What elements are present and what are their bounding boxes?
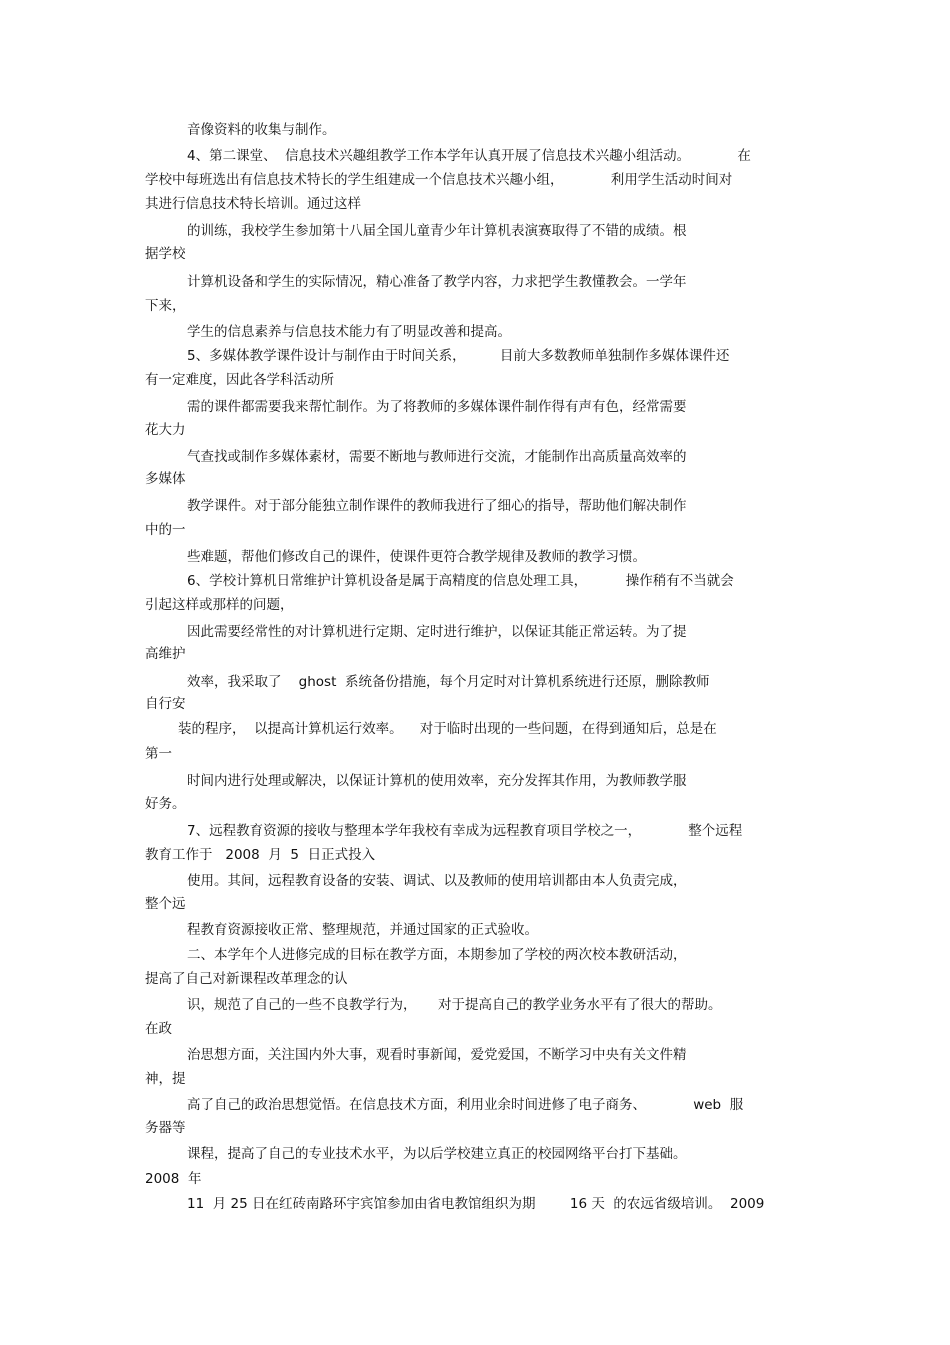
text-line: 的训练，我校学生参加第十八届全国儿童青少年计算机表演赛取得了不错的成绩。根 — [187, 223, 687, 239]
text-line: 4、第二课堂、 信息技术兴趣组教学工作本学年认真开展了信息技术兴趣小组活动。 在 — [187, 148, 751, 164]
text-line: 些难题，帮他们修改自己的课件，使课件更符合教学规律及教师的教学习惯。 — [187, 549, 646, 565]
text-line: 治思想方面，关注国内外大事，观看时事新闻，爱党爱国，不断学习中央有关文件精 — [187, 1047, 687, 1063]
text-line: 识，规范了自己的一些不良教学行为， 对于提高自己的教学业务水平有了很大的帮助。 — [187, 997, 722, 1013]
text-line: 好务。 — [145, 796, 186, 812]
text-line: 教育工作于 2008 月 5 日正式投入 — [145, 847, 376, 863]
text-line: 高了自己的政治思想觉悟。在信息技术方面，利用业余时间进修了电子商务、 web 服 — [187, 1097, 744, 1113]
text-line: 高维护 — [145, 646, 186, 662]
text-line: 中的一 — [145, 522, 186, 538]
text-line: 装的程序， 以提高计算机运行效率。 对于临时出现的一些问题，在得到通知后，总是在 — [178, 721, 717, 737]
text-line: 效率，我采取了 ghost 系统备份措施，每个月定时对计算机系统进行还原，删除教师 — [187, 674, 710, 690]
text-line: 提高了自己对新课程改革理念的认 — [145, 971, 348, 987]
text-line: 在政 — [145, 1021, 172, 1037]
text-line: 计算机设备和学生的实际情况，精心准备了教学内容，力求把学生教懂教会。一学年 — [187, 274, 687, 290]
text-line: 音像资料的收集与制作。 — [187, 122, 336, 138]
text-line: 有一定难度，因此各学科活动所 — [145, 372, 334, 388]
text-line: 课程，提高了自己的专业技术水平，为以后学校建立真正的校园网络平台打下基础。 — [187, 1146, 687, 1162]
text-line: 5、多媒体教学课件设计与制作由于时间关系， 目前大多数教师单独制作多媒体课件还 — [187, 348, 730, 364]
text-line: 其进行信息技术特长培训。通过这样 — [145, 196, 361, 212]
text-line: 使用。其间，远程教育设备的安装、调试、以及教师的使用培训都由本人负责完成， — [187, 873, 687, 889]
text-line: 6、学校计算机日常维护计算机设备是属于高精度的信息处理工具， 操作稍有不当就会 — [187, 573, 734, 589]
text-line: 学校中每班选出有信息技术特长的学生组建成一个信息技术兴趣小组， 利用学生活动时间对 — [145, 172, 733, 188]
text-line: 教学课件。对于部分能独立制作课件的教师我进行了细心的指导，帮助他们解决制作 — [187, 498, 687, 514]
text-line: 程教育资源接收正常、整理规范，并通过国家的正式验收。 — [187, 922, 538, 938]
text-line: 时间内进行处理或解决，以保证计算机的使用效率，充分发挥其作用，为教师教学服 — [187, 773, 687, 789]
text-line: 第一 — [145, 746, 172, 762]
text-line: 务器等 — [145, 1120, 186, 1136]
text-line: 下来， — [145, 298, 186, 314]
text-line: 需的课件都需要我来帮忙制作。为了将教师的多媒体课件制作得有声有色，经常需要 — [187, 399, 687, 415]
text-line: 11 月 25 日在红砖南路环宇宾馆参加由省电教馆组织为期 16 天 的农远省级培训。 2009 — [187, 1196, 765, 1212]
text-line: 神，提 — [145, 1071, 186, 1087]
text-line: 自行安 — [145, 696, 186, 712]
text-line: 气查找或制作多媒体素材，需要不断地与教师进行交流，才能制作出高质量高效率的 — [187, 449, 687, 465]
text-line: 因此需要经常性的对计算机进行定期、定时进行维护，以保证其能正常运转。为了提 — [187, 624, 687, 640]
text-line: 引起这样或那样的问题， — [145, 597, 294, 613]
text-line: 2008 年 — [145, 1171, 202, 1187]
text-line: 据学校 — [145, 246, 186, 262]
text-line: 二、本学年个人进修完成的目标在教学方面，本期参加了学校的两次校本教研活动， — [187, 947, 687, 963]
text-line: 整个远 — [145, 896, 186, 912]
text-line: 多媒体 — [145, 471, 186, 487]
text-line: 7、远程教育资源的接收与整理本学年我校有幸成为远程教育项目学校之一， 整个远程 — [187, 823, 743, 839]
text-line: 学生的信息素养与信息技术能力有了明显改善和提高。 — [187, 324, 511, 340]
text-line: 花大力 — [145, 422, 186, 438]
